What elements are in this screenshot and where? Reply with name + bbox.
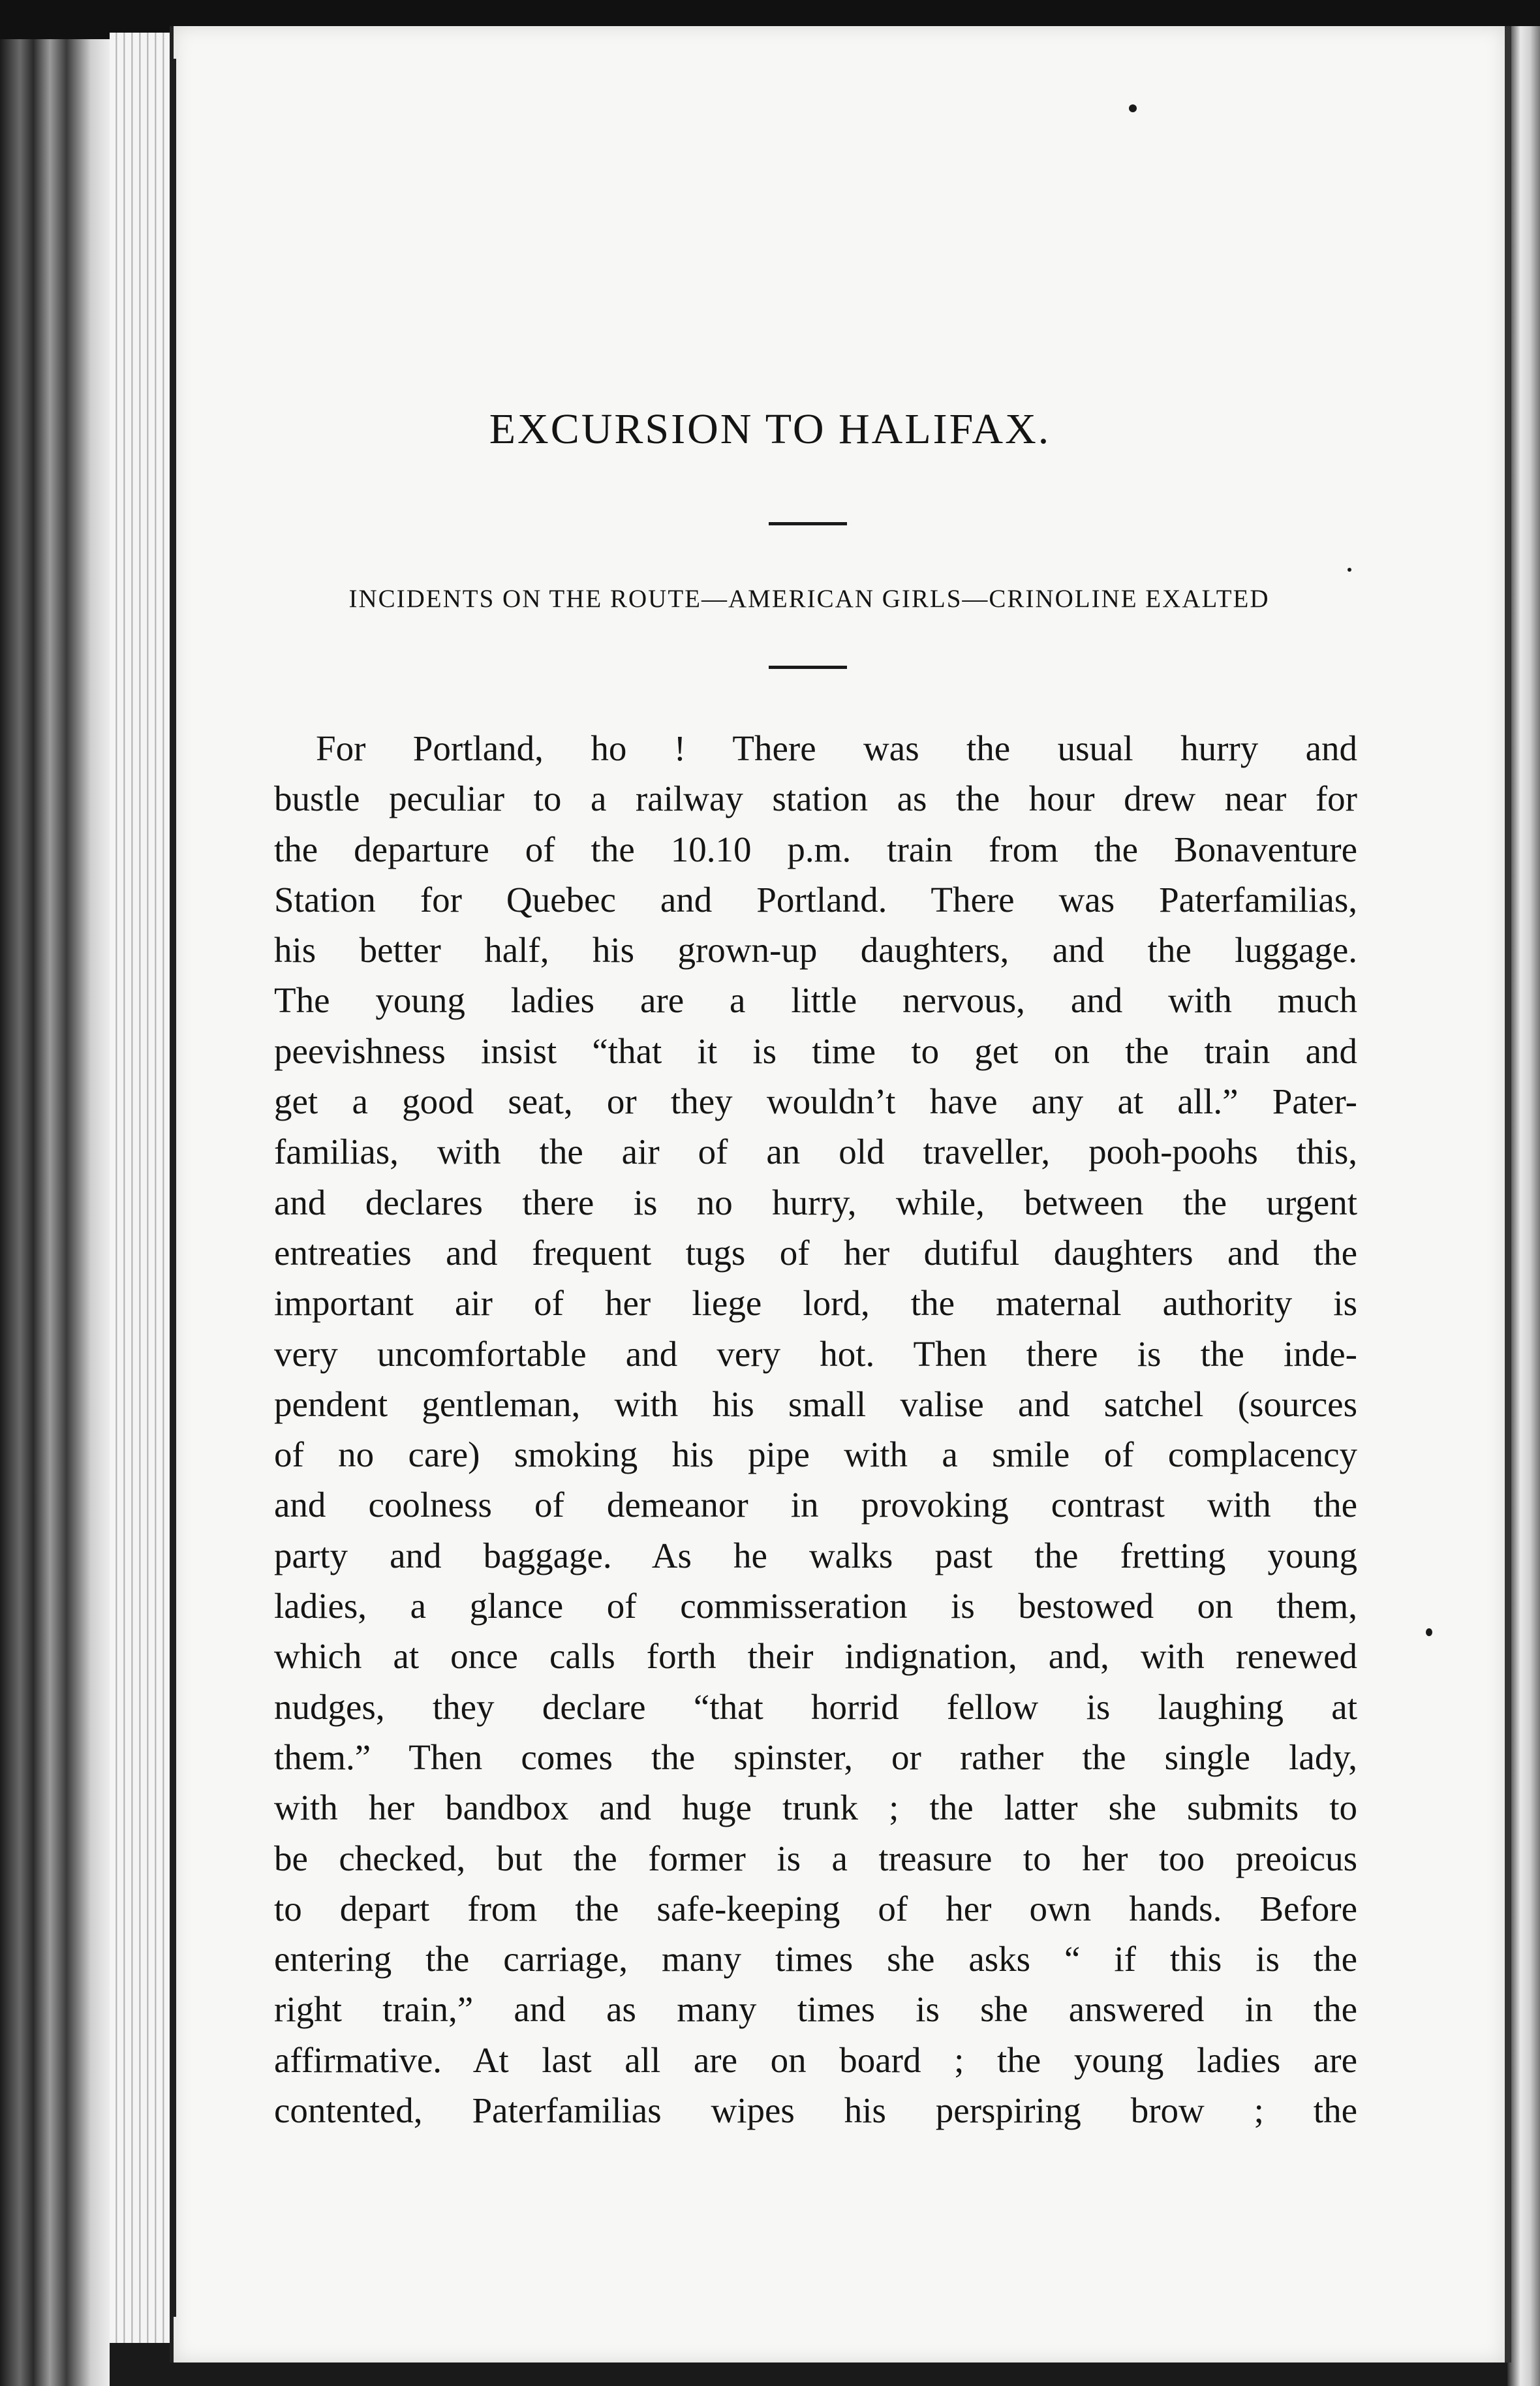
body-text [274,723,1357,2135]
subtitle-divider [769,666,847,669]
body-line: them.” Then comes the spinster, or rather the single lady, [274,1737,1357,1777]
body-line: right train,” and as many times is she answered in the [274,1989,1357,2030]
body-line: Station for Quebec and Portland. There was Paterfamilias, [274,879,1357,920]
body-line: entreaties and frequent tugs of her dutiful daughters and the [274,1232,1357,1273]
ink-speck [1426,1628,1432,1636]
book-spine [0,39,111,2386]
body-line: to depart from the safe-keeping of her own hands. Before [274,1888,1357,1929]
body-line: affirmative. At last all are on board ; the young ladies are [274,2039,1357,2080]
body-line: of no care) smoking his pipe with a smile of complacency [274,1434,1357,1475]
body-line: familias, with the air of an old traveller, pooh-poohs this, [274,1132,1357,1172]
body-line: which at once calls forth their indignation, and, with renewed [274,1636,1357,1677]
chapter-title: EXCURSION TO HALIFAX. [489,405,1051,453]
body-line: the departure of the 10.10 p.m. train from the Bonaventure [274,829,1357,869]
body-line: important air of her liege lord, the maternal authority is [274,1283,1357,1324]
body-line: pendent gentleman, with his small valise and satchel (sources [274,1384,1357,1424]
body-line: contented, Paterfamilias wipes his perspiring brow ; the [274,2090,1357,2131]
body-line: with her bandbox and huge trunk ; the latter she submits to [274,1788,1357,1828]
body-line: bustle peculiar to a railway station as the hour drew near for [274,779,1357,819]
page-left-border [171,59,176,2317]
body-line: and declares there is no hurry, while, between the urgent [274,1182,1357,1222]
ink-speck [1348,568,1351,572]
ink-speck [1129,104,1137,112]
body-line: party and baggage. As he walks past the fretting young [274,1535,1357,1575]
body-line: be checked, but the former is a treasure to her too preoicus [274,1838,1357,1878]
body-line: his better half, his grown-up daughters, and the luggage. [274,930,1357,970]
body-line: and coolness of demeanor in provoking contrast with the [274,1485,1357,1525]
chapter-subtitle: INCIDENTS ON THE ROUTE—AMERICAN GIRLS—CRINOLINE EXALTED [348,585,1270,613]
page-right-edge [1507,26,1540,2386]
body-line: get a good seat, or they wouldn’t have any at all.” Pater- [274,1081,1357,1122]
body-line: For Portland, ho ! There was the usual hurry and [316,728,1357,768]
title-divider [769,522,847,525]
body-line: peevishness insist “that it is time to get on the train and [274,1030,1357,1071]
body-line: ladies, a glance of commisseration is bestowed on them, [274,1586,1357,1626]
body-line: The young ladies are a little nervous, and with much [274,980,1357,1021]
body-line: entering the carriage, many times she asks “ if this is the [274,1939,1357,1979]
body-line: nudges, they declare “that horrid fellow is laughing at [274,1686,1357,1727]
body-line: very uncomfortable and very hot. Then there is the inde- [274,1333,1357,1374]
